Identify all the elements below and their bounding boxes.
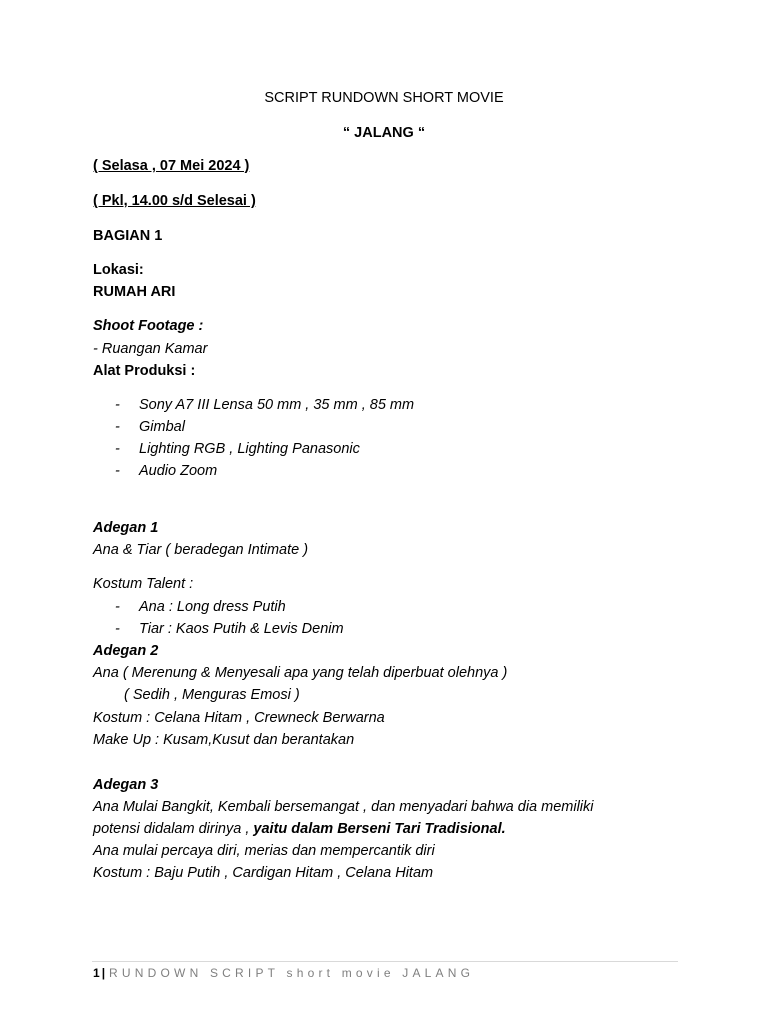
scene-3-title: Adegan 3 bbox=[93, 777, 159, 793]
equipment-item: Sony A7 III Lensa 50 mm , 35 mm , 85 mm bbox=[139, 397, 415, 413]
scene-2-makeup: Make Up : Kusam,Kusut dan berantakan bbox=[93, 732, 355, 748]
scene-2-description: Ana ( Merenung & Menyesali apa yang telah diperbuat olehnya ) bbox=[93, 665, 508, 681]
location-label: Lokasi: bbox=[93, 262, 144, 278]
bullet-dash: - bbox=[115, 441, 120, 457]
scene-2-mood: ( Sedih , Menguras Emosi ) bbox=[124, 687, 300, 703]
scene-3-costume: Kostum : Baju Putih , Cardigan Hitam , Celana Hitam bbox=[93, 865, 434, 881]
equipment-item: Audio Zoom bbox=[139, 463, 218, 479]
bullet-dash: - bbox=[115, 599, 120, 615]
footer-separator: | bbox=[101, 966, 106, 980]
shoot-footage-value: - Ruangan Kamar bbox=[93, 341, 208, 357]
bullet-dash: - bbox=[115, 463, 120, 479]
scene-3-line-1: Ana Mulai Bangkit, Kembali bersemangat , dan menyadari bahwa dia memiliki bbox=[93, 799, 594, 815]
document-title: SCRIPT RUNDOWN SHORT MOVIE bbox=[264, 90, 504, 106]
scene-3-line-2-bold: yaitu dalam Berseni Tari Tradisional. bbox=[253, 821, 506, 837]
footer-divider bbox=[92, 961, 678, 962]
shoot-date: ( Selasa , 07 Mei 2024 ) bbox=[93, 158, 250, 174]
costume-item: Tiar : Kaos Putih & Levis Denim bbox=[139, 621, 344, 637]
shoot-time: ( Pkl, 14.00 s/d Selesai ) bbox=[93, 193, 256, 209]
bullet-dash: - bbox=[115, 621, 120, 637]
scene-1-description: Ana & Tiar ( beradegan Intimate ) bbox=[93, 542, 309, 558]
page-footer bbox=[93, 965, 474, 981]
footer-text: RUNDOWN SCRIPT short movie JALANG bbox=[109, 966, 475, 980]
bullet-dash: - bbox=[115, 419, 120, 435]
equipment-item: Lighting RGB , Lighting Panasonic bbox=[139, 441, 360, 457]
movie-title: “ JALANG “ bbox=[342, 125, 426, 141]
shoot-footage-label: Shoot Footage : bbox=[93, 318, 204, 334]
scene-1-title: Adegan 1 bbox=[93, 520, 159, 536]
scene-3-line-2 bbox=[93, 820, 506, 838]
scene-3-line-2-regular: potensi didalam dirinya , bbox=[93, 821, 254, 837]
scene-2-title: Adegan 2 bbox=[93, 643, 159, 659]
equipment-label: Alat Produksi : bbox=[93, 363, 196, 379]
section-label: BAGIAN 1 bbox=[93, 228, 163, 244]
location-value: RUMAH ARI bbox=[93, 284, 176, 300]
scene-1-costume-label: Kostum Talent : bbox=[93, 576, 194, 592]
costume-item: Ana : Long dress Putih bbox=[139, 599, 286, 615]
equipment-item: Gimbal bbox=[139, 419, 185, 435]
scene-3-line-3: Ana mulai percaya diri, merias dan mempercantik diri bbox=[93, 843, 435, 859]
bullet-dash: - bbox=[115, 397, 120, 413]
page-number: 1 bbox=[93, 966, 100, 980]
scene-2-costume: Kostum : Celana Hitam , Crewneck Berwarna bbox=[93, 710, 385, 726]
